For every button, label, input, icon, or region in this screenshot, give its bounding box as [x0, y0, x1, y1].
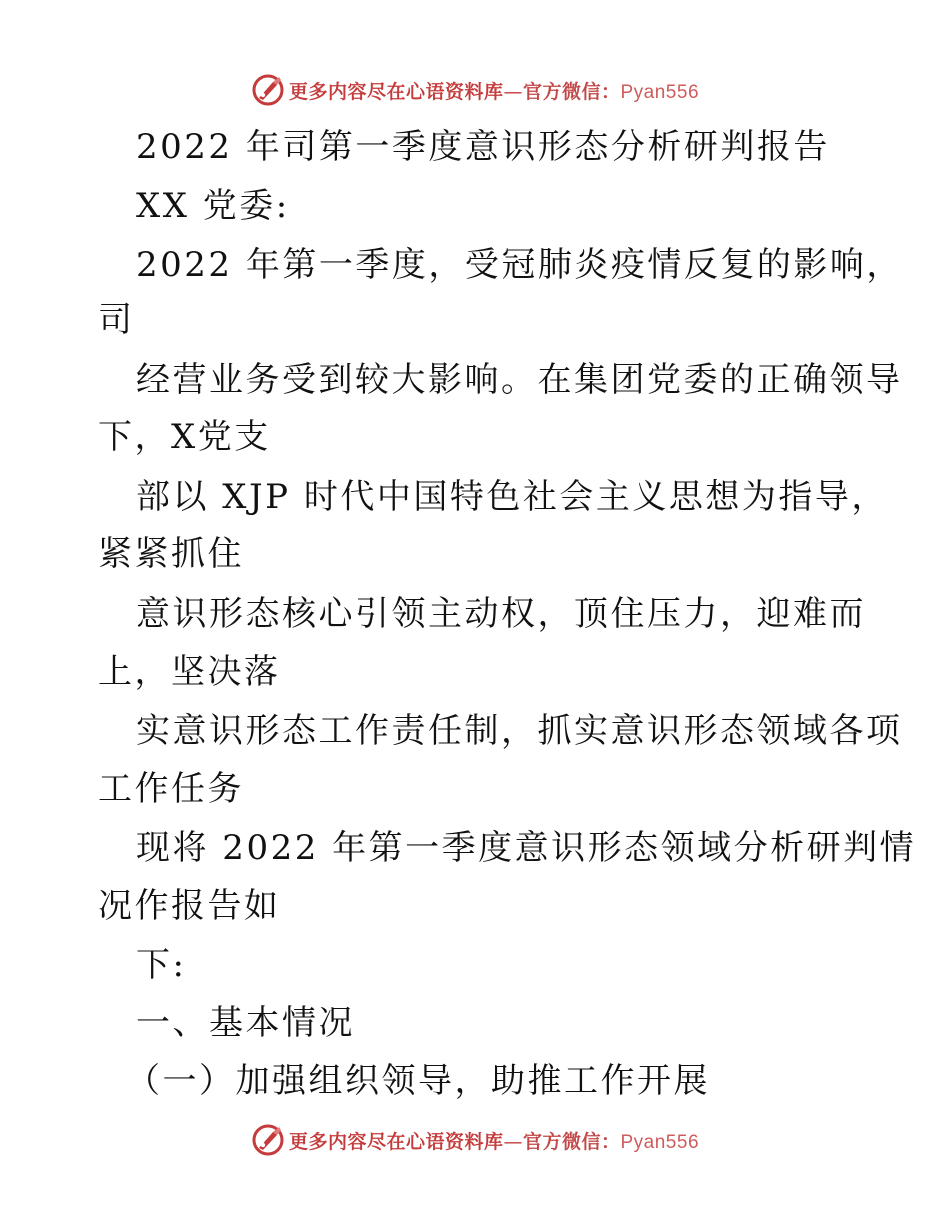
paragraph-line: 下:: [136, 945, 187, 985]
paragraph-line: 下，X党支: [98, 417, 271, 457]
watermark-banner-bottom: [0, 1122, 950, 1158]
addressee: XX 党委:: [136, 186, 290, 226]
watermark-text: 更多内容尽在心语资料库—官方微信：Pyan556: [288, 1130, 700, 1153]
paragraph-line: 况作报告如: [98, 886, 281, 926]
paragraph-line: 上，坚决落: [98, 652, 281, 692]
paragraph-line: 紧紧抓住: [98, 534, 244, 574]
section-heading: 一、基本情况: [136, 1003, 355, 1043]
paragraph-line: 实意识形态工作责任制，抓实意识形态领域各项: [136, 711, 903, 751]
document-title: 2022 年司第一季度意识形态分析研判报告: [136, 127, 830, 167]
paragraph-line: 工作任务: [98, 769, 244, 809]
paragraph-line: 意识形态核心引领主动权，顶住压力，迎难而: [136, 594, 866, 634]
paragraph-line: 2022 年第一季度，受冠肺炎疫情反复的影响，: [136, 245, 903, 285]
paragraph-line: 现将 2022 年第一季度意识形态领域分析研判情: [136, 828, 917, 868]
watermark-text: 更多内容尽在心语资料库—官方微信：Pyan556: [288, 80, 700, 103]
paragraph-line: 经营业务受到较大影响。在集团党委的正确领导: [136, 360, 903, 400]
subsection-heading: （一）加强组织领导，助推工作开展: [126, 1061, 710, 1101]
paragraph-line: 部以 XJP 时代中国特色社会主义思想为指导，: [136, 477, 888, 517]
paragraph-line: 司: [98, 300, 135, 340]
pen-quill-circle-icon: [251, 1123, 285, 1157]
